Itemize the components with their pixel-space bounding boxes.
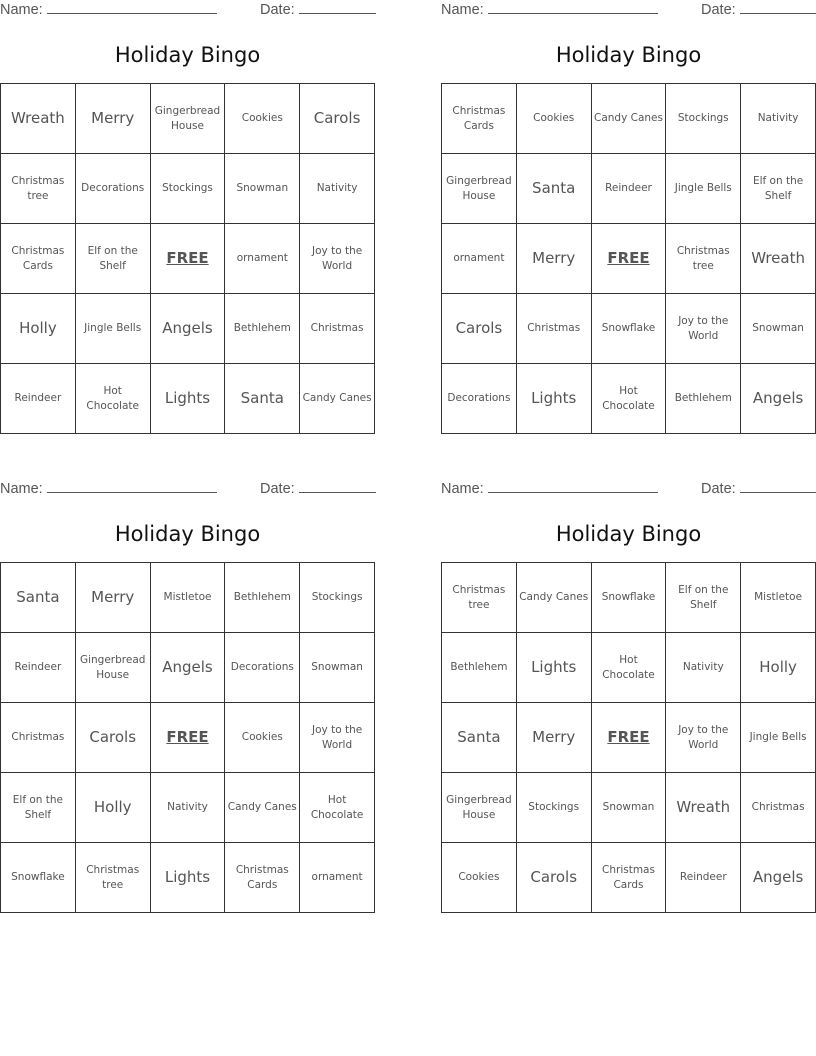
bingo-cell: Gingerbread House <box>442 773 517 843</box>
bingo-cell: Angels <box>741 364 816 434</box>
bingo-cell: Decorations <box>442 364 517 434</box>
bingo-cell: Hot Chocolate <box>76 364 151 434</box>
bingo-cell: Cookies <box>225 703 300 773</box>
card-title: Holiday Bingo <box>114 43 261 67</box>
bingo-cell: Christmas Cards <box>592 843 667 913</box>
bingo-cell: Joy to the World <box>300 224 375 294</box>
name-line[interactable] <box>488 480 658 493</box>
bingo-cell: Joy to the World <box>666 294 741 364</box>
name-line[interactable] <box>47 1 217 14</box>
bingo-cell: Stockings <box>517 773 592 843</box>
bingo-card <box>441 0 816 434</box>
bingo-cell: Carols <box>300 84 375 154</box>
bingo-cell: Gingerbread House <box>442 154 517 224</box>
free-cell: FREE <box>592 224 667 294</box>
name-date-row <box>441 0 816 20</box>
bingo-cell: Christmas tree <box>666 224 741 294</box>
bingo-cell: Santa <box>442 703 517 773</box>
date-line[interactable] <box>740 1 816 14</box>
bingo-cell: Mistletoe <box>741 563 816 633</box>
bingo-cell: Reindeer <box>666 843 741 913</box>
date-line[interactable] <box>299 1 376 14</box>
bingo-cell: Christmas <box>300 294 375 364</box>
bingo-cell: Snowflake <box>592 294 667 364</box>
name-date-row <box>441 479 816 499</box>
bingo-cell: Elf on the Shelf <box>666 563 741 633</box>
bingo-cell: Lights <box>151 364 226 434</box>
bingo-cell: Snowman <box>741 294 816 364</box>
bingo-card <box>0 479 375 913</box>
date-field[interactable] <box>260 479 376 499</box>
bingo-cell: Nativity <box>666 633 741 703</box>
card-title: Holiday Bingo <box>114 522 261 546</box>
bingo-cell: Bethlehem <box>225 294 300 364</box>
bingo-cell: Snowman <box>592 773 667 843</box>
bingo-cell: Reindeer <box>592 154 667 224</box>
bingo-cell: Santa <box>225 364 300 434</box>
bingo-cell: Merry <box>517 703 592 773</box>
bingo-cell: Hot Chocolate <box>592 364 667 434</box>
bingo-cell: Snowflake <box>1 843 76 913</box>
bingo-cell: Snowflake <box>592 563 667 633</box>
bingo-cell: Wreath <box>1 84 76 154</box>
bingo-cell: Joy to the World <box>300 703 375 773</box>
bingo-cell: Christmas tree <box>442 563 517 633</box>
bingo-cell: Candy Canes <box>592 84 667 154</box>
bingo-cell: Lights <box>151 843 226 913</box>
bingo-cell: Bethlehem <box>225 563 300 633</box>
bingo-cell: Nativity <box>741 84 816 154</box>
bingo-cell: Wreath <box>666 773 741 843</box>
name-date-row <box>0 0 375 20</box>
bingo-cell: Jingle Bells <box>741 703 816 773</box>
date-line[interactable] <box>740 480 816 493</box>
bingo-cell: Hot Chocolate <box>592 633 667 703</box>
name-line[interactable] <box>47 480 217 493</box>
bingo-cell: Cookies <box>225 84 300 154</box>
free-cell: FREE <box>151 224 226 294</box>
bingo-cell: Santa <box>1 563 76 633</box>
bingo-cell: Christmas Cards <box>442 84 517 154</box>
bingo-cell: Christmas tree <box>1 154 76 224</box>
name-field[interactable] <box>0 479 217 499</box>
date-line[interactable] <box>299 480 376 493</box>
bingo-cell: Bethlehem <box>666 364 741 434</box>
bingo-cell: ornament <box>300 843 375 913</box>
bingo-cell: Merry <box>517 224 592 294</box>
bingo-cell: Jingle Bells <box>666 154 741 224</box>
bingo-cell: Holly <box>76 773 151 843</box>
bingo-cell: ornament <box>442 224 517 294</box>
bingo-cell: Elf on the Shelf <box>741 154 816 224</box>
date-field[interactable] <box>701 0 816 20</box>
bingo-cell: Nativity <box>300 154 375 224</box>
name-field[interactable] <box>441 479 658 499</box>
bingo-cell: Christmas <box>517 294 592 364</box>
bingo-cell: Cookies <box>517 84 592 154</box>
date-field[interactable] <box>701 479 816 499</box>
bingo-cell: Merry <box>76 84 151 154</box>
bingo-cell: Hot Chocolate <box>300 773 375 843</box>
name-label: Name: <box>441 2 484 18</box>
bingo-cell: Lights <box>517 364 592 434</box>
bingo-cell: Cookies <box>442 843 517 913</box>
date-field[interactable] <box>260 0 376 20</box>
date-label: Date: <box>701 481 736 497</box>
bingo-grid <box>0 562 375 913</box>
name-date-row <box>0 479 375 499</box>
card-title: Holiday Bingo <box>555 43 702 67</box>
bingo-cell: Candy Canes <box>225 773 300 843</box>
bingo-cell: Joy to the World <box>666 703 741 773</box>
bingo-cell: Holly <box>741 633 816 703</box>
bingo-cell: Decorations <box>76 154 151 224</box>
bingo-cell: Reindeer <box>1 633 76 703</box>
bingo-cell: Angels <box>741 843 816 913</box>
bingo-cell: Mistletoe <box>151 563 226 633</box>
date-label: Date: <box>260 481 295 497</box>
bingo-cell: Carols <box>76 703 151 773</box>
bingo-cell: Carols <box>517 843 592 913</box>
date-label: Date: <box>701 2 736 18</box>
date-label: Date: <box>260 2 295 18</box>
bingo-cell: Elf on the Shelf <box>1 773 76 843</box>
bingo-cell: Candy Canes <box>300 364 375 434</box>
bingo-cell: Candy Canes <box>517 563 592 633</box>
bingo-cell: Nativity <box>151 773 226 843</box>
bingo-cell: Angels <box>151 294 226 364</box>
bingo-cell: Stockings <box>151 154 226 224</box>
bingo-cell: Wreath <box>741 224 816 294</box>
bingo-cell: Reindeer <box>1 364 76 434</box>
bingo-cell: Decorations <box>225 633 300 703</box>
bingo-cell: Christmas Cards <box>1 224 76 294</box>
name-label: Name: <box>441 481 484 497</box>
bingo-cell: Holly <box>1 294 76 364</box>
name-field[interactable] <box>0 0 217 20</box>
bingo-cell: Christmas Cards <box>225 843 300 913</box>
bingo-cell: Stockings <box>300 563 375 633</box>
bingo-cell: Angels <box>151 633 226 703</box>
bingo-cell: Elf on the Shelf <box>76 224 151 294</box>
bingo-cell: Carols <box>442 294 517 364</box>
bingo-cell: Christmas tree <box>76 843 151 913</box>
card-title: Holiday Bingo <box>555 522 702 546</box>
name-label: Name: <box>0 2 43 18</box>
bingo-cell: Christmas <box>1 703 76 773</box>
bingo-cell: Bethlehem <box>442 633 517 703</box>
bingo-cell: ornament <box>225 224 300 294</box>
bingo-cell: Stockings <box>666 84 741 154</box>
bingo-grid <box>0 83 375 434</box>
name-line[interactable] <box>488 1 658 14</box>
name-field[interactable] <box>441 0 658 20</box>
bingo-cell: Santa <box>517 154 592 224</box>
bingo-card <box>0 0 375 434</box>
bingo-cell: Jingle Bells <box>76 294 151 364</box>
name-label: Name: <box>0 481 43 497</box>
bingo-cell: Snowman <box>300 633 375 703</box>
bingo-cell: Snowman <box>225 154 300 224</box>
bingo-card <box>441 479 816 913</box>
bingo-grid <box>441 562 816 913</box>
bingo-grid <box>441 83 816 434</box>
free-cell: FREE <box>151 703 226 773</box>
bingo-cell: Merry <box>76 563 151 633</box>
bingo-cell: Lights <box>517 633 592 703</box>
bingo-cell: Gingerbread House <box>76 633 151 703</box>
bingo-cell: Christmas <box>741 773 816 843</box>
free-cell: FREE <box>592 703 667 773</box>
bingo-cell: Gingerbread House <box>151 84 226 154</box>
